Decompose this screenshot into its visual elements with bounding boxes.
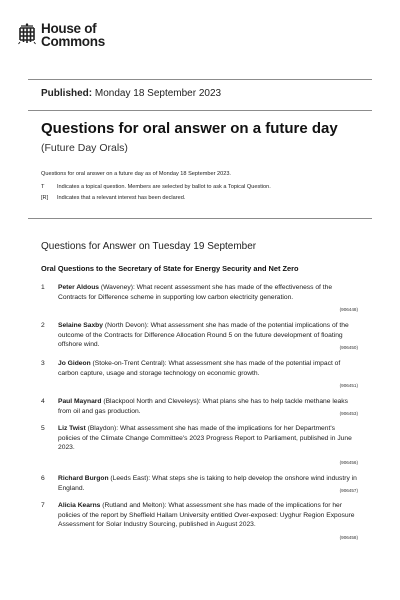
question-ref: (906450) (339, 345, 358, 350)
page-subtitle: (Future Day Orals) (41, 142, 128, 154)
question-number: 6 (41, 475, 45, 482)
question-number: 5 (41, 425, 45, 432)
question-text: What steps she is taking to help develop the onshore wind industry in England. (58, 475, 357, 492)
question-number: 2 (41, 322, 45, 329)
member-name: Liz Twist (58, 425, 86, 432)
member-name: Richard Burgon (58, 475, 109, 482)
question-ref: (906456) (339, 460, 358, 465)
key-text: Indicates that a relevant interest has been declared. (57, 195, 186, 201)
member-name: Paul Maynard (58, 398, 102, 405)
question-number: 3 (41, 360, 45, 367)
section-heading: Questions for Answer on Tuesday 19 September (41, 241, 257, 252)
question-text: What plans she has to help tackle methane leaks from oil and gas production. (58, 398, 348, 415)
question-ref: (906451) (339, 383, 358, 388)
department-heading: Oral Questions to the Secretary of State for Energy Security and Net Zero (41, 264, 299, 273)
member-constituency: (Waveney): (99, 284, 137, 291)
member-constituency: (North Devon): (102, 322, 151, 329)
question-ref: (906457) (339, 488, 358, 493)
question-number: 7 (41, 502, 45, 509)
member-constituency: (Leeds East): (108, 475, 153, 482)
question-ref: (906453) (339, 411, 358, 416)
logo-wordmark (41, 22, 105, 48)
portcullis-icon (18, 23, 36, 45)
question-text: What assessment she has made of the potential impact of carbon capture, usage and storage technology on economic growth. (58, 360, 341, 377)
member-name: Selaine Saxby (58, 322, 103, 329)
page-title: Questions for oral answer on a future day (41, 120, 338, 137)
member-constituency: (Blaydon): (85, 425, 120, 432)
house-of-commons-logo (18, 22, 105, 48)
member-constituency: (Rutland and Melton): (100, 502, 169, 509)
key-text: Indicates a topical question. Members are selected by ballot to ask a Topical Question. (57, 184, 271, 190)
member-name: Peter Aldous (58, 284, 99, 291)
key-symbol: [R] (41, 195, 49, 201)
question-number: 1 (41, 284, 45, 291)
key-topical (41, 184, 271, 190)
logo-line-1: House of (41, 21, 97, 36)
key-symbol: T (41, 184, 45, 190)
member-constituency: (Blackpool North and Cleveleys): (101, 398, 203, 405)
published-line (41, 88, 221, 99)
member-constituency: (Stoke-on-Trent Central): (90, 360, 169, 367)
question-ref: (906448) (339, 307, 358, 312)
published-date: Monday 18 September 2023 (94, 88, 222, 99)
question-text: What assessment she has made of the implications for her policies of the report by Sheffield Hallam University entitled Over-exposed: Uyghur Region Exposure Assessment for Solar Industry Sourcing, published in August 2023. (58, 502, 355, 529)
published-label: Published: (41, 88, 93, 99)
logo-line-2: Commons (41, 34, 105, 49)
member-name: Alicia Kearns (58, 502, 101, 509)
published-divider (28, 110, 372, 111)
question-ref: (906458) (339, 535, 358, 540)
question-text: What assessment she has made of the implications for her Department's policies of the Climate Change Committee's 2023 Progress Report to Parliament, published in June 2023. (58, 425, 352, 452)
intro-text: Questions for oral answer on a future day as of Monday 18 September 2023. (41, 171, 231, 177)
question-text: What assessment she has made of the potential implications of the outcome of the Contracts for Difference Allocation Round 5 on the future development of floating offshore wind. (58, 322, 349, 349)
member-name: Jo Gideon (58, 360, 91, 367)
question-text: What recent assessment she has made of the effectiveness of the Contracts for Difference scheme in supporting low carbon electricity generation. (58, 284, 333, 301)
top-divider (28, 79, 372, 80)
key-interest (41, 195, 185, 201)
question-number: 4 (41, 398, 45, 405)
intro-divider (28, 218, 372, 219)
